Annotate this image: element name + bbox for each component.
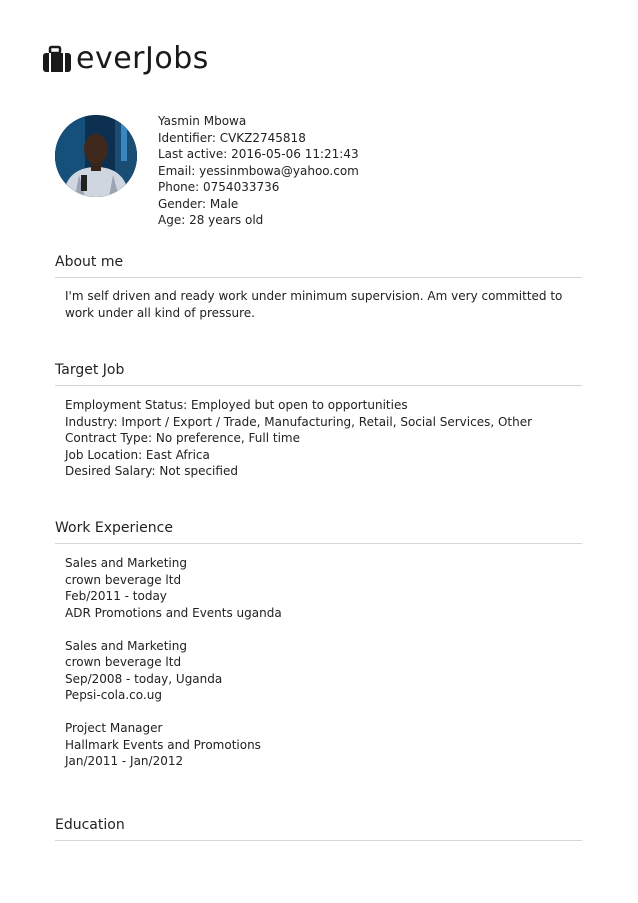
- age: Age: 28 years old: [158, 213, 264, 227]
- work-experience-section: [65, 555, 570, 786]
- job-detail: ADR Promotions and Events uganda: [65, 605, 282, 620]
- gender: Gender: Male: [158, 196, 239, 211]
- target-job-section: [65, 397, 570, 480]
- job-company: crown beverage ltd: [65, 572, 182, 587]
- phone: Phone: 0754033736: [158, 180, 280, 194]
- email: Email: yessinmbowa@yahoo.com: [158, 163, 359, 178]
- about-text: I'm self driven and ready work under minimum supervision. Am very committed to work under all kind of pressure.: [65, 289, 563, 320]
- target-job-divider: [55, 385, 582, 386]
- education-title: Education: [55, 817, 125, 833]
- candidate-name: Yasmin Mbowa: [158, 114, 247, 128]
- work-experience-divider: [55, 543, 582, 544]
- job-role: Sales and Marketing: [65, 638, 187, 653]
- brand-logo: [42, 41, 209, 76]
- work-experience-title: Work Experience: [55, 520, 173, 536]
- desired-salary: Desired Salary: Not specified: [65, 464, 238, 478]
- job-company: Hallmark Events and Promotions: [65, 737, 261, 752]
- job-period: Feb/2011 - today: [65, 589, 167, 603]
- industry: Industry: Import / Export / Trade, Manufacturing, Retail, Social Services, Other: [65, 414, 533, 429]
- brand-name: everJobs: [76, 41, 209, 76]
- about-title: About me: [55, 254, 124, 270]
- job-location: Job Location: East Africa: [65, 447, 210, 462]
- briefcase-icon: [42, 44, 72, 74]
- employment-status: Employment Status: Employed but open to opportunities: [65, 398, 408, 412]
- contract-type: Contract Type: No preference, Full time: [65, 431, 300, 445]
- job-role: Sales and Marketing: [65, 556, 187, 570]
- job-entry: [65, 555, 570, 621]
- job-period: Sep/2008 - today, Uganda: [65, 671, 223, 686]
- identifier: Identifier: CVKZ2745818: [158, 130, 306, 145]
- profile-photo: [55, 115, 137, 197]
- profile-info: [158, 113, 359, 229]
- target-job-title: Target Job: [55, 362, 125, 378]
- job-company: crown beverage ltd: [65, 655, 182, 669]
- about-divider: [55, 277, 582, 278]
- job-entry: [65, 720, 570, 770]
- about-section: [65, 288, 570, 321]
- avatar: [55, 115, 137, 197]
- job-period: Jan/2011 - Jan/2012: [65, 754, 184, 768]
- last-active: Last active: 2016-05-06 11:21:43: [158, 147, 359, 161]
- job-entry: [65, 638, 570, 704]
- job-detail: Pepsi-cola.co.ug: [65, 688, 162, 702]
- job-role: Project Manager: [65, 721, 163, 735]
- education-divider: [55, 840, 582, 841]
